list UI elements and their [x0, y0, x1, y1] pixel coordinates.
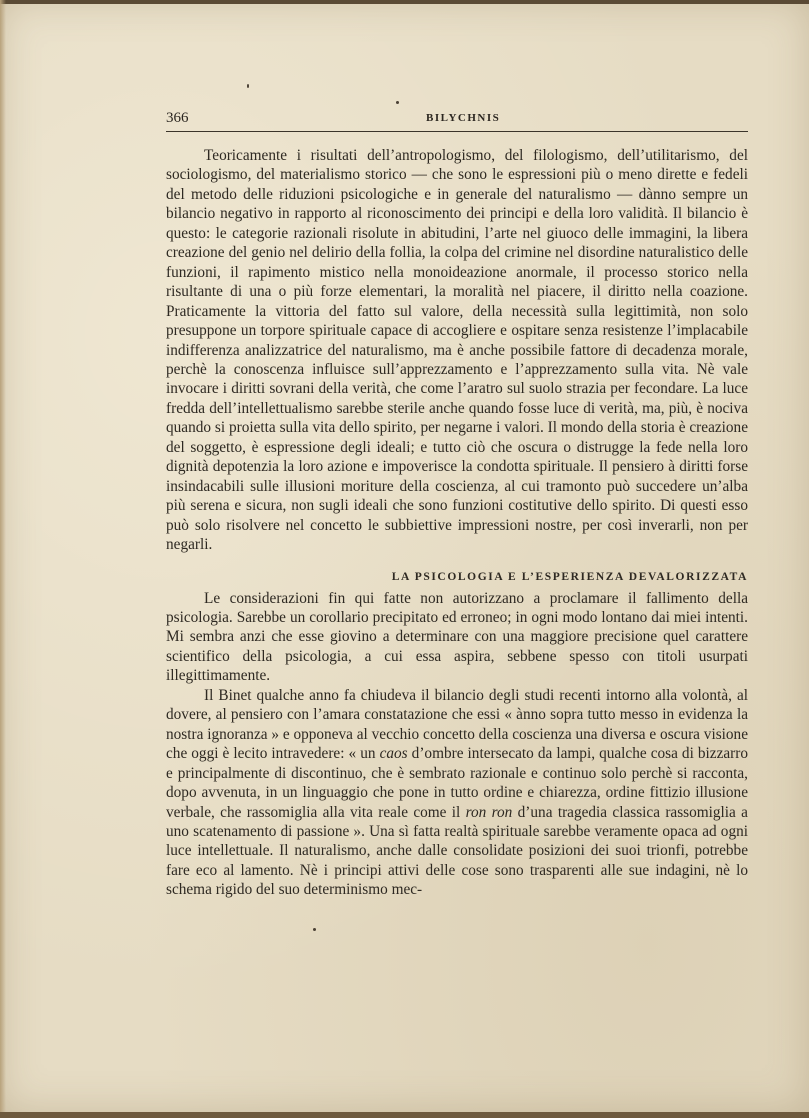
header-rule — [166, 131, 748, 132]
ink-speck — [313, 928, 316, 931]
page-number: 366 — [166, 110, 189, 126]
page-top-edge — [0, 0, 809, 4]
paragraph-2: Le considerazioni fin qui fatte non autorizzano a proclamare il fallimento della psicologia. Sarebbe un corollario precipitato ed erroneo; in ogni modo lontano dai miei intenti. Mi sembra anzi che esse giovino a determinare con una maggiore precisione quel carattere scientifico della psicologia, a cui essa aspira, sebbene spesso con titoli usurpati illegittimamente. — [166, 589, 748, 685]
page-left-edge — [0, 0, 6, 1112]
italic-ron-ron: ron ron — [465, 803, 513, 821]
body-text — [166, 146, 748, 900]
paragraph-3-part-b: d’ombre intersecato da lampi, qualche cosa di bizzarro e principalmente di discontinuo, che è sembrato razionale e continuo solo perchè si racconta, dopo avvenuta, in un linguaggio che pone in tutto ordine e chiarezza, ordine fittizio illusione verbale, che rassomiglia alla vita reale come il — [166, 745, 748, 821]
paragraph-3 — [166, 686, 748, 900]
running-header — [166, 110, 748, 130]
running-title: BILYCHNIS — [426, 112, 501, 124]
italic-caos: caos — [379, 745, 408, 763]
ink-speck — [247, 84, 249, 88]
paragraph-1: Teoricamente i risultati dell’antropologismo, del filologismo, dell’utilitarismo, del sociologismo, del materialismo storico — che sono le espressioni più o meno dirette e fedeli del metodo delle riduzioni psicologiche e in generale del naturalismo — dànno sempre un bilancio negativo in rapporto al riconoscimento dei principi e della loro validità. Il bilancio è questo: le categorie razionali risolute in abitudini, l’arte nel giuoco delle immagini, la libera creazione del genio nel delirio della follia, la colpa del crimine nel disordine naturalistico delle funzioni, il rapimento mistico nella monoideazione anormale, il processo storico nella risultante di una o più forze elementari, la moralità nel piacere, il diritto nella coazione. Praticamente la vittoria del fatto sul valore, della necessità sulla legittimità, non solo presuppone un torpore spirituale capace di accogliere e ospitare senza resistenze l’implacabile indifferenza analizzatrice del naturalismo, ma è anche possibile fattore di decadenza morale, perchè la conoscenza influisce sull’apprezzamento e l’apprezzamento sulla vita. Nè vale invocare i diritti sovrani della verità, che come l’aratro sul suolo strazia per fecondare. La luce fredda dell’intellettualismo sarebbe sterile anche quando fosse luce di verità, ma, più, è nociva quando si proietta sulla vita dello spirito, per negarne i valori. Il mondo della storia è creazione del soggetto, è espressione degli ideali; e tutto ciò che oscura o distrugge la fede nella loro dignità depotenzia la loro azione e impoverisce la condotta spirituale. Il pensiero à diritti forse insindacabili sulle illusioni moriture della coscienza, al cui tramonto può succedere un’alba più serena e sicura, non sugli ideali che sono funzioni costitutive dello spirito. Di questi esso può solo risolvere nel concetto le subbiettive impressioni nostre, per così inverarli, non per negarli. — [166, 147, 748, 554]
section-heading: LA PSICOLOGIA E L’ESPERIENZA DEVALORIZZATA — [391, 570, 748, 583]
ink-speck — [396, 101, 399, 104]
paragraph-3-part-a: Il Binet qualche anno fa chiudeva il bilancio degli studi recenti intorno alla volontà, al dovere, al pensiero con l’amara constatazione che essi « ànno sopra tutto messo in evidenza la nostra ignoranza » e opponeva al vecchio concetto della coscienza una diversa e oscura visione che oggi è lecito intravedere: « un — [166, 686, 748, 763]
paragraph-3-part-c: d’una tragedia classica rassomiglia a uno scatenamento di passione ». Una sì fatta realtà spirituale sarebbe veramente opaca ad ogni luce intellettuale. Il naturalismo, anche dalle consolidate posizioni dei suoi trionfi, potrebbe fare eco al lamento. Nè i principi attivi delle cose sono trasparenti alle sue indagini, nè lo schema rigido del suo determinismo mec- — [166, 803, 748, 899]
